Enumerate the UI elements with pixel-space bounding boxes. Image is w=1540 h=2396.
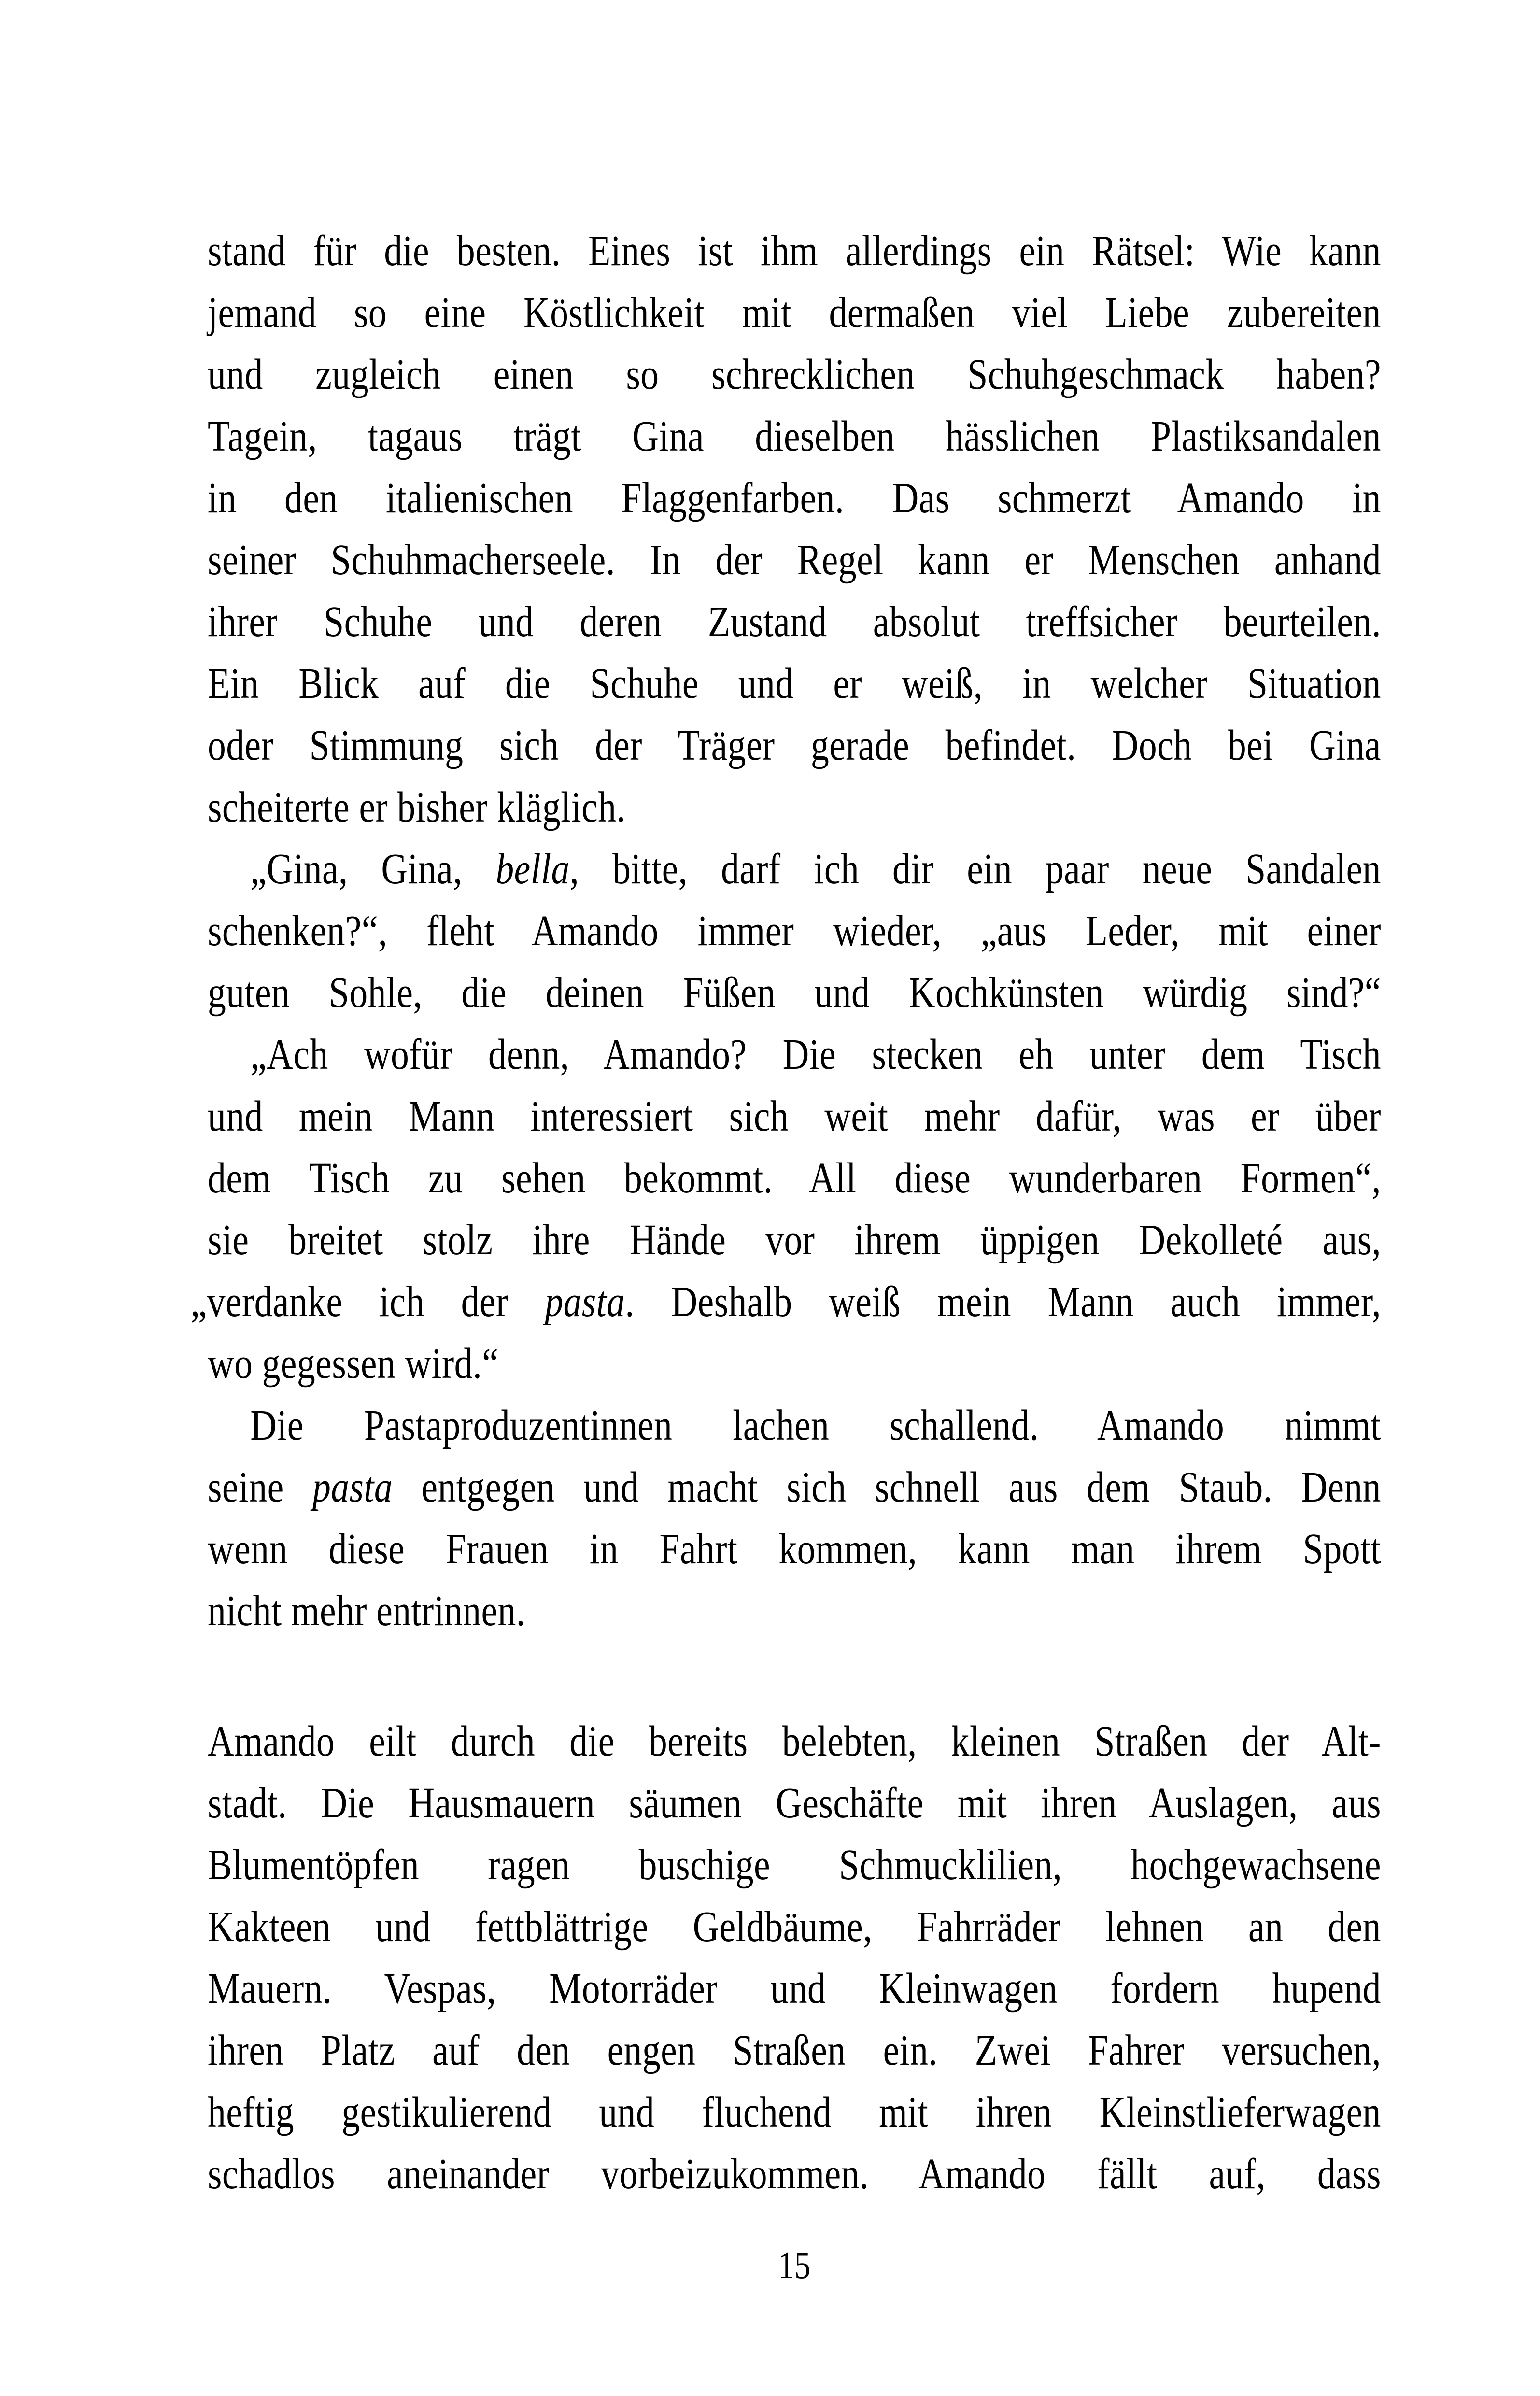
page-number: 15: [778, 2244, 811, 2287]
text-run: wo gegessen wird.“: [208, 1340, 499, 1388]
text-line: [208, 1148, 1381, 1209]
text-run: schadlos aneinander vorbeizukommen. Amando fällt auf, dass: [208, 2150, 1381, 2198]
text-line: [208, 1024, 1381, 1086]
text-run: und mein Mann interessiert sich weit mehr dafür, was er über: [208, 1092, 1381, 1140]
italic-run: pasta: [545, 1278, 625, 1326]
text-line: [208, 468, 1381, 529]
text-run: Mauern. Vespas, Motorräder und Kleinwagen fordern hupend: [208, 1965, 1381, 2013]
text-run: „Ach wofür denn, Amando? Die stecken eh unter dem Tisch: [250, 1031, 1381, 1078]
text-run: ihrer Schuhe und deren Zustand absolut treffsicher beurteilen.: [208, 598, 1381, 646]
text-line: [208, 777, 1381, 838]
text-line: [208, 900, 1381, 962]
text-line: [208, 1457, 1381, 1518]
text-run: dem Tisch zu sehen bekommt. All diese wunderbaren Formen“,: [208, 1154, 1381, 1202]
text-run: ihren Platz auf den engen Straßen ein. Zwei Fahrer versuchen,: [208, 2027, 1381, 2074]
text-run: Tagein, tagaus trägt Gina dieselben hässlichen Plastiksandalen: [208, 412, 1381, 460]
text-run: Die Pastaproduzentinnen lachen schallend. Amando nimmt: [250, 1402, 1381, 1449]
text-line: [208, 962, 1381, 1024]
text-line: [208, 406, 1381, 468]
italic-run: pasta: [312, 1463, 393, 1511]
text-line: [208, 653, 1381, 715]
text-line: [208, 1086, 1381, 1148]
text-run: . Deshalb weiß mein Mann auch immer,: [625, 1278, 1381, 1326]
text-line: [208, 1834, 1381, 1896]
text-run: stand für die besten. Eines ist ihm allerdings ein Rätsel: Wie kann: [208, 227, 1381, 275]
text-line: [208, 838, 1381, 900]
text-line: [208, 1209, 1381, 1271]
text-run: guten Sohle, die deinen Füßen und Kochkünsten würdig sind?“: [208, 969, 1381, 1017]
italic-run: bella: [495, 845, 570, 893]
text-run: nicht mehr entrinnen.: [208, 1587, 526, 1635]
text-run: heftig gestikulierend und fluchend mit ihren Kleinstlieferwagen: [208, 2088, 1381, 2136]
text-line: [208, 715, 1381, 777]
text-line: [208, 1580, 1381, 1642]
text-line: [208, 2143, 1381, 2205]
text-line: [208, 1395, 1381, 1457]
text-run: Ein Blick auf die Schuhe und er weiß, in welcher Situation: [208, 660, 1381, 708]
text-line: [208, 2020, 1381, 2082]
text-run: sie breitet stolz ihre Hände vor ihrem üppigen Dekolleté aus,: [208, 1216, 1381, 1264]
text-run: wenn diese Frauen in Fahrt kommen, kann man ihrem Spott: [208, 1525, 1381, 1573]
text-run: schenken?“, fleht Amando immer wieder, „aus Leder, mit einer: [208, 907, 1381, 955]
text-line: [190, 1271, 1381, 1333]
text-run: stadt. Die Hausmauern säumen Geschäfte mit ihren Auslagen, aus: [208, 1779, 1381, 1827]
text-line: [208, 1518, 1381, 1580]
text-line: [208, 220, 1381, 282]
text-run: Amando eilt durch die bereits belebten, kleinen Straßen der Alt-: [208, 1717, 1381, 1765]
text-line: [208, 591, 1381, 653]
text-run: in den italienischen Flaggenfarben. Das schmerzt Amando in: [208, 474, 1381, 522]
text-run: scheiterte er bisher kläglich.: [208, 783, 626, 831]
text-line: [208, 529, 1381, 591]
text-line: [208, 282, 1381, 344]
text-run: „Gina, Gina,: [250, 845, 496, 893]
text-run: , bitte, darf ich dir ein paar neue Sandalen: [569, 845, 1381, 893]
text-line: [208, 1711, 1381, 1772]
text-line: [208, 344, 1381, 406]
text-block: [190, 220, 1381, 2292]
text-line: [208, 1896, 1381, 1958]
text-run: „verdanke ich der: [190, 1278, 545, 1326]
text-run: und zugleich einen so schrecklichen Schuhgeschmack haben?: [208, 351, 1381, 398]
text-run: Kakteen und fettblättrige Geldbäume, Fahrräder lehnen an den: [208, 1903, 1381, 1951]
text-lines-container: [190, 220, 1381, 2205]
text-run: seine: [208, 1463, 312, 1511]
text-line: [208, 2082, 1381, 2143]
text-line: [208, 1958, 1381, 2020]
text-line: [208, 1333, 1381, 1395]
text-run: jemand so eine Köstlichkeit mit dermaßen viel Liebe zubereiten: [208, 289, 1381, 337]
text-run: Blumentöpfen ragen buschige Schmucklilien, hochgewachsene: [208, 1841, 1381, 1889]
text-run: entgegen und macht sich schnell aus dem Staub. Denn: [393, 1463, 1381, 1511]
text-run: oder Stimmung sich der Träger gerade befindet. Doch bei Gina: [208, 722, 1381, 769]
text-run: seiner Schuhmacherseele. In der Regel kann er Menschen anhand: [208, 536, 1381, 584]
text-line: [208, 1772, 1381, 1834]
